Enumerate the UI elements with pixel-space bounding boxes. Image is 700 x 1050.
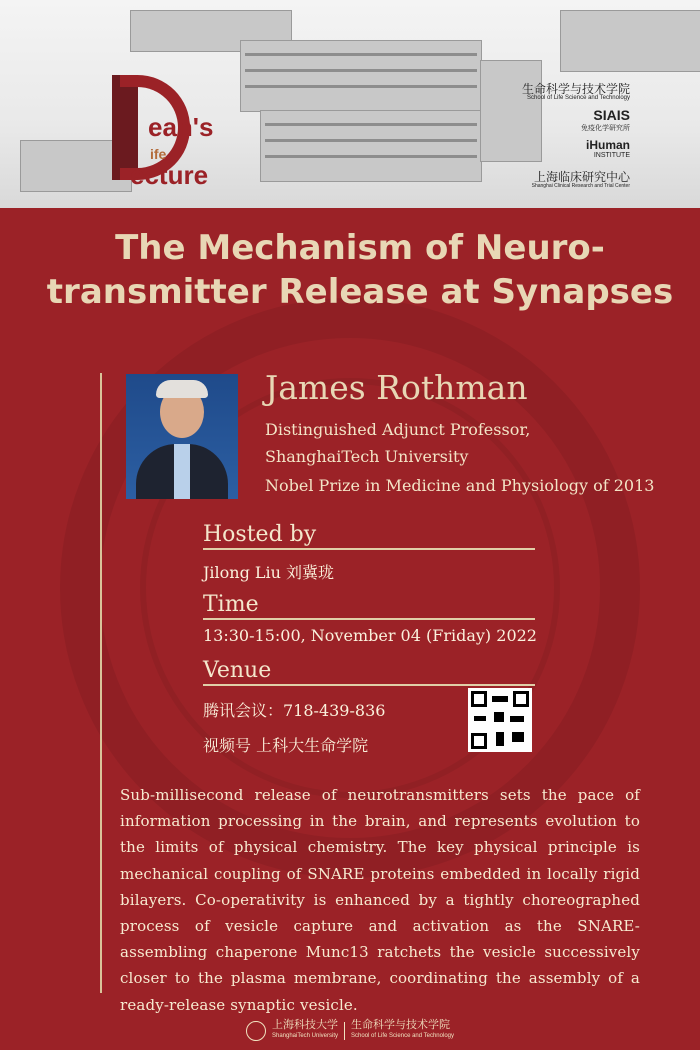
logo-text-ecture: ecture [130,160,209,190]
inst-clinical-cn: 上海临床研究中心 [533,170,630,184]
footer-divider [344,1022,345,1040]
speaker-name: James Rothman [265,368,528,407]
logo-text-ife: ife [150,146,167,162]
inst-ihuman: iHuman [585,138,630,152]
footer-school-cn: 生命科学与技术学院 [351,1019,451,1031]
footer-univ-en: ShanghaiTech University [271,1033,339,1039]
speaker-photo [126,374,238,499]
time-value: 13:30-15:00, November 04 (Friday) 2022 [203,626,537,645]
decorative-vertical-rule [100,373,102,993]
footer-school [351,1020,454,1042]
inst-siais-sub: 免疫化学研究所 [581,125,630,132]
venue-video-channel: 视频号 上科大生命学院 [203,736,369,755]
speaker-title-line-3: Nobel Prize in Medicine and Physiology of 2013 [265,476,655,495]
footer-univ-cn: 上海科技大学 [271,1019,338,1031]
hosted-by-heading: Hosted by [203,522,535,550]
logo-text-eans: ean's [148,112,214,142]
venue-heading: Venue [203,658,535,686]
lecture-title: The Mechanism of Neuro-transmitter Release at Synapses [46,228,674,312]
inst-slst-cn: 生命科学与技术学院 [521,82,630,96]
speaker-title-line-2: ShanghaiTech University [265,447,469,466]
inst-clinical-en: Shanghai Clinical Research and Trial Center [531,183,630,189]
speaker-title-line-1: Distinguished Adjunct Professor, [265,420,531,439]
inst-ihuman-sub: INSTITUTE [593,152,630,159]
host-name: Jilong Liu 刘冀珑 [203,563,335,582]
lecture-abstract: Sub-millisecond release of neurotransmitters sets the pace of information processing in the brain, and represents evolution to the limits of physical chemistry. The key physical principle is mechanical coupling of SNARE proteins embedded in locally rigid bilayers. Co-operativity is enhanced by a tightly choreographed process of vesicle capture and activation as the SNARE-assembling chaperone Munc13 ratchets the vesicle successively closer to the plasma membrane, coordinating the assembly of a ready-release synaptic vesicle. [120,786,640,1014]
header-banner [0,0,700,208]
footer-school-en: School of Life Science and Technology [351,1033,454,1039]
footer [0,1012,700,1050]
shanghaitech-emblem-icon [246,1021,266,1041]
time-heading: Time [203,592,535,620]
footer-university [272,1020,338,1042]
qr-code[interactable] [468,688,532,752]
inst-slst-en: School of Life Science and Technology [527,95,630,101]
inst-siais: SIAIS [593,107,630,123]
poster-body [0,208,700,1050]
venue-meeting-id: 腾讯会议：718-439-836 [203,701,386,720]
